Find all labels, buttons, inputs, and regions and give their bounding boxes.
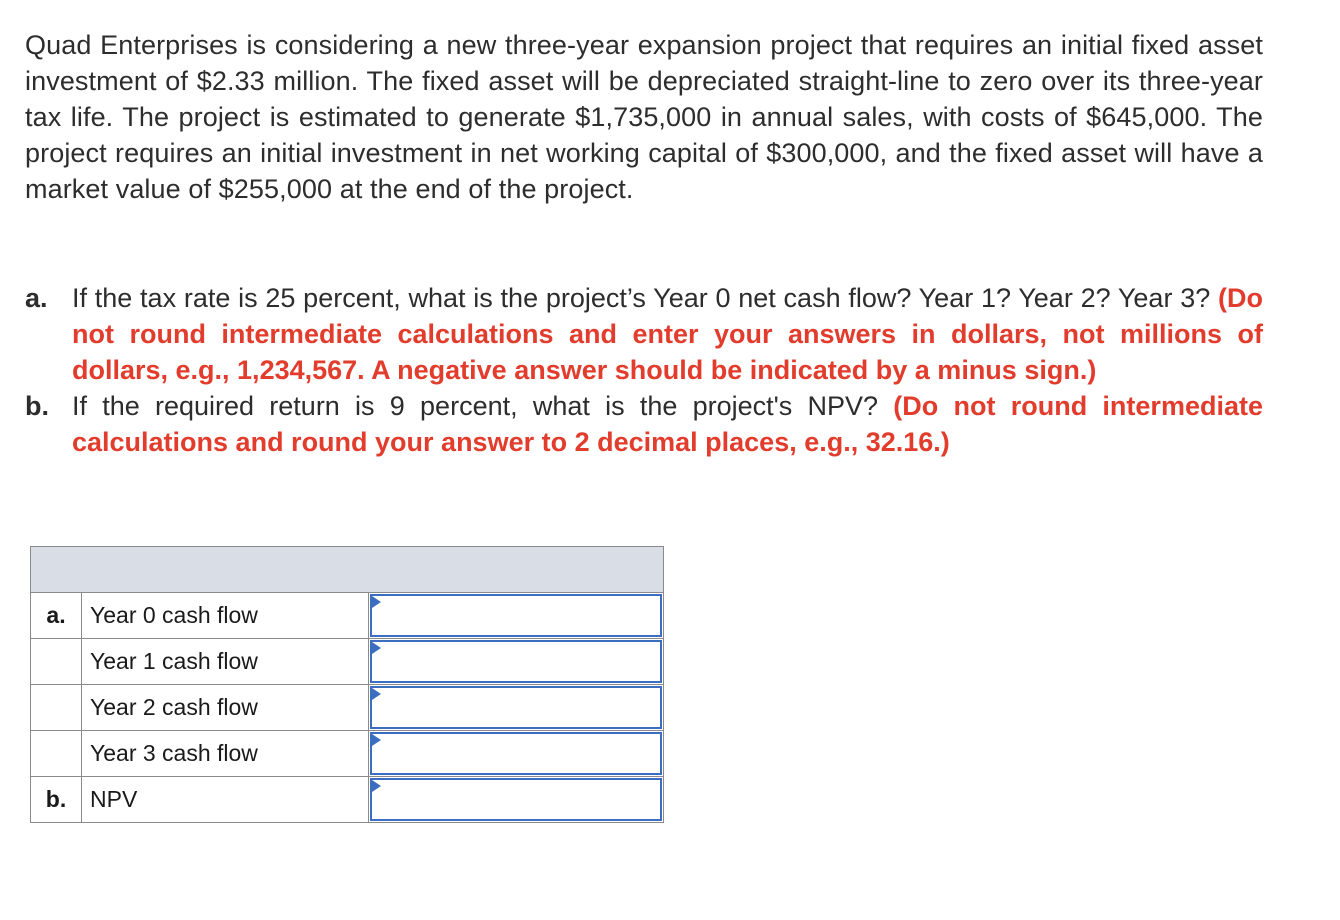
year2-cash-flow-input[interactable] xyxy=(370,686,662,729)
question-text: If the tax rate is 25 percent, what is the project’s Year 0 net cash flow? Year 1? Year 2? Year 3? xyxy=(72,283,1211,313)
table-row xyxy=(31,731,664,777)
table-row xyxy=(31,777,664,823)
input-marker-icon xyxy=(372,734,381,746)
year1-cash-flow-input[interactable] xyxy=(370,640,662,683)
question-instruction: (Do not round intermediate calculations and enter your answers in dollars, not millions of dollars, e.g., 1,234,567. A negative answer should be indicated by a minus sign.) xyxy=(72,283,1263,385)
part-label: b. xyxy=(31,777,82,823)
input-marker-icon xyxy=(372,688,381,700)
problem-statement: Quad Enterprises is considering a new three-year expansion project that requires an initial fixed asset investment of $2.33 million. The fixed asset will be depreciated straight-line to zero over its three-year tax life. The project is estimated to generate $1,735,000 in annual sales, with costs of $645,000. The project requires an initial investment in net working capital of $300,000, and the fixed asset will have a market value of $255,000 at the end of the project. xyxy=(25,30,1263,204)
answer-cell xyxy=(369,777,664,823)
question-letter: b. xyxy=(25,391,49,421)
input-marker-icon xyxy=(372,780,381,792)
question-instruction: (Do not round intermediate calculations and round your answer to 2 decimal places, e.g., 32.16.) xyxy=(72,391,1263,457)
row-label: Year 1 cash flow xyxy=(82,639,369,685)
year3-cash-flow-input[interactable] xyxy=(370,732,662,775)
row-label: Year 2 cash flow xyxy=(82,685,369,731)
question-b xyxy=(25,388,1263,460)
row-label: Year 0 cash flow xyxy=(82,593,369,639)
row-label: Year 3 cash flow xyxy=(82,731,369,777)
row-label: NPV xyxy=(82,777,369,823)
npv-input[interactable] xyxy=(370,778,662,821)
answer-cell xyxy=(369,731,664,777)
table-header-cell xyxy=(31,547,664,593)
question-list xyxy=(25,280,1263,460)
input-marker-icon xyxy=(372,642,381,654)
answer-cell xyxy=(369,639,664,685)
question-a xyxy=(25,280,1263,388)
table-row xyxy=(31,639,664,685)
part-label xyxy=(31,639,82,685)
year0-cash-flow-input[interactable] xyxy=(370,594,662,637)
question-text: If the required return is 9 percent, what is the project's NPV? xyxy=(72,391,879,421)
part-label xyxy=(31,731,82,777)
answer-table xyxy=(30,546,664,823)
table-row xyxy=(31,685,664,731)
input-marker-icon xyxy=(372,596,381,608)
table-header-row xyxy=(31,547,664,593)
answer-cell xyxy=(369,685,664,731)
question-letter: a. xyxy=(25,283,48,313)
table-row xyxy=(31,593,664,639)
part-label xyxy=(31,685,82,731)
answer-cell xyxy=(369,593,664,639)
part-label: a. xyxy=(31,593,82,639)
